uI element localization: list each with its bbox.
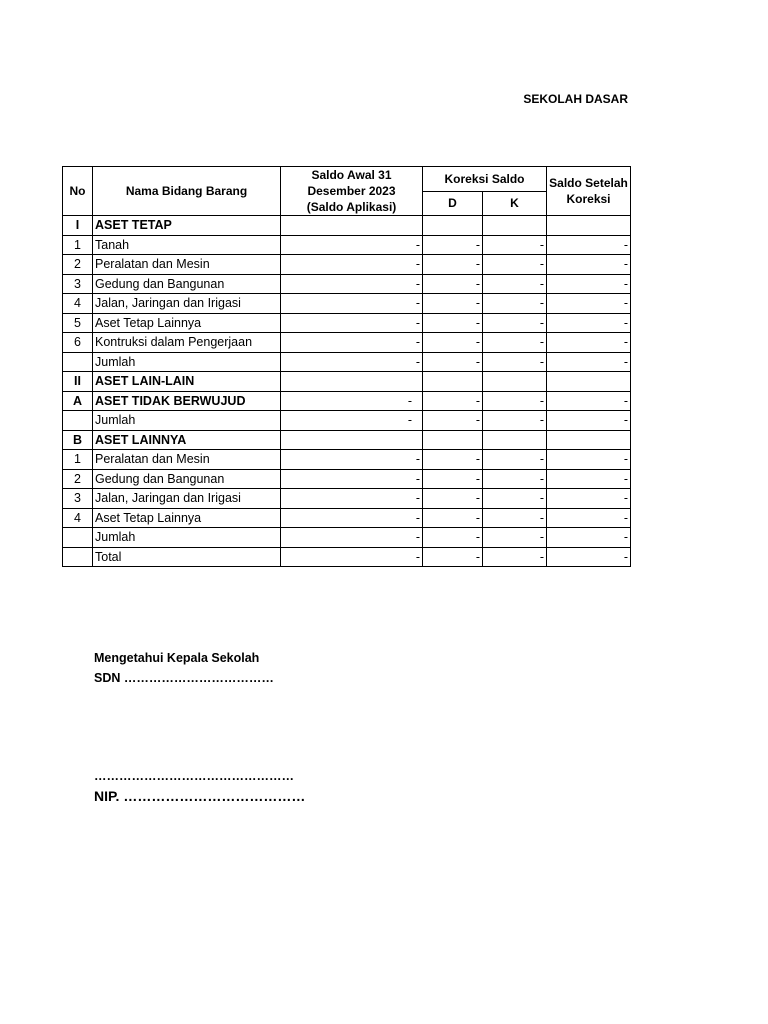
signature-name-line: ………………………………………… — [94, 769, 294, 783]
koreksi-d-value: - — [423, 235, 483, 255]
koreksi-d-value: - — [423, 411, 483, 431]
saldo-awal-value: - — [281, 469, 423, 489]
koreksi-k-value: - — [483, 274, 547, 294]
koreksi-d-value: - — [423, 313, 483, 333]
koreksi-k-value — [483, 372, 547, 392]
table-row — [63, 528, 631, 548]
row-name: Gedung dan Bangunan — [93, 469, 281, 489]
asset-balance-table — [62, 166, 631, 567]
saldo-setelah-value: - — [547, 411, 631, 431]
row-name: ASET LAINNYA — [93, 430, 281, 450]
header-name: Nama Bidang Barang — [93, 167, 281, 216]
saldo-setelah-value: - — [547, 469, 631, 489]
signature-nip: NIP. ………………………………… — [94, 788, 306, 804]
saldo-awal-value: - — [281, 489, 423, 509]
row-name: Total — [93, 547, 281, 567]
row-name: Aset Tetap Lainnya — [93, 508, 281, 528]
signature-title: Mengetahui Kepala Sekolah — [94, 651, 260, 665]
saldo-setelah-value: - — [547, 391, 631, 411]
row-name: Gedung dan Bangunan — [93, 274, 281, 294]
saldo-setelah-value: - — [547, 489, 631, 509]
table-row — [63, 333, 631, 353]
saldo-setelah-value — [547, 430, 631, 450]
koreksi-d-value: - — [423, 274, 483, 294]
koreksi-d-value: - — [423, 547, 483, 567]
row-name: Jalan, Jaringan dan Irigasi — [93, 294, 281, 314]
table-row — [63, 294, 631, 314]
row-number: 1 — [63, 235, 93, 255]
saldo-setelah-value — [547, 372, 631, 392]
saldo-setelah-value: - — [547, 294, 631, 314]
row-number: I — [63, 216, 93, 236]
koreksi-d-value: - — [423, 391, 483, 411]
row-name: Jumlah — [93, 352, 281, 372]
table-row — [63, 430, 631, 450]
row-name: Kontruksi dalam Pengerjaan — [93, 333, 281, 353]
row-name: Peralatan dan Mesin — [93, 255, 281, 275]
saldo-setelah-value: - — [547, 313, 631, 333]
row-number: 4 — [63, 294, 93, 314]
saldo-awal-value: - — [281, 528, 423, 548]
saldo-awal-value: - — [281, 391, 423, 411]
row-number: B — [63, 430, 93, 450]
row-name: Peralatan dan Mesin — [93, 450, 281, 470]
koreksi-d-value: - — [423, 352, 483, 372]
koreksi-k-value: - — [483, 411, 547, 431]
header-saldo-awal-line2: Desember 2023 — [307, 184, 396, 198]
table-row — [63, 391, 631, 411]
koreksi-k-value: - — [483, 547, 547, 567]
saldo-awal-value: - — [281, 235, 423, 255]
saldo-awal-value: - — [281, 411, 423, 431]
saldo-awal-value: - — [281, 450, 423, 470]
saldo-setelah-value: - — [547, 352, 631, 372]
saldo-setelah-value: - — [547, 333, 631, 353]
koreksi-k-value: - — [483, 352, 547, 372]
koreksi-d-value: - — [423, 528, 483, 548]
koreksi-k-value: - — [483, 469, 547, 489]
saldo-setelah-value: - — [547, 508, 631, 528]
koreksi-k-value: - — [483, 333, 547, 353]
row-number: 3 — [63, 274, 93, 294]
koreksi-d-value: - — [423, 255, 483, 275]
koreksi-d-value: - — [423, 294, 483, 314]
table-row — [63, 469, 631, 489]
row-number: 4 — [63, 508, 93, 528]
saldo-setelah-value: - — [547, 547, 631, 567]
header-saldo-awal-line3: (Saldo Aplikasi) — [306, 200, 397, 214]
koreksi-k-value: - — [483, 294, 547, 314]
koreksi-d-value: - — [423, 450, 483, 470]
saldo-awal-value: - — [281, 508, 423, 528]
row-number: A — [63, 391, 93, 411]
row-number: 3 — [63, 489, 93, 509]
header-koreksi: Koreksi Saldo — [423, 167, 547, 192]
saldo-setelah-value: - — [547, 274, 631, 294]
table-row — [63, 450, 631, 470]
header-saldo-setelah: Saldo Setelah Koreksi — [547, 167, 631, 216]
koreksi-d-value: - — [423, 508, 483, 528]
table-row — [63, 508, 631, 528]
koreksi-k-value: - — [483, 508, 547, 528]
row-name: Jalan, Jaringan dan Irigasi — [93, 489, 281, 509]
row-name: ASET LAIN-LAIN — [93, 372, 281, 392]
table-row — [63, 274, 631, 294]
koreksi-k-value — [483, 216, 547, 236]
koreksi-k-value: - — [483, 528, 547, 548]
koreksi-d-value — [423, 372, 483, 392]
table-row — [63, 411, 631, 431]
table-row — [63, 547, 631, 567]
row-number — [63, 411, 93, 431]
table-row — [63, 372, 631, 392]
saldo-awal-value: - — [281, 294, 423, 314]
saldo-setelah-value — [547, 216, 631, 236]
row-number — [63, 352, 93, 372]
saldo-awal-value — [281, 430, 423, 450]
koreksi-k-value: - — [483, 489, 547, 509]
saldo-awal-value: - — [281, 352, 423, 372]
header-saldo-awal-line1: Saldo Awal 31 — [311, 168, 392, 182]
header-no: No — [63, 167, 93, 216]
table-row — [63, 235, 631, 255]
table-row — [63, 352, 631, 372]
row-number — [63, 547, 93, 567]
row-name: Jumlah — [93, 528, 281, 548]
row-name: ASET TETAP — [93, 216, 281, 236]
saldo-awal-value: - — [281, 274, 423, 294]
koreksi-k-value: - — [483, 255, 547, 275]
row-number: 1 — [63, 450, 93, 470]
saldo-awal-value — [281, 216, 423, 236]
row-number — [63, 528, 93, 548]
row-name: Aset Tetap Lainnya — [93, 313, 281, 333]
saldo-awal-value: - — [281, 333, 423, 353]
row-name: Tanah — [93, 235, 281, 255]
koreksi-k-value: - — [483, 313, 547, 333]
saldo-setelah-value: - — [547, 255, 631, 275]
header-k: K — [483, 191, 547, 216]
table-row — [63, 255, 631, 275]
koreksi-d-value: - — [423, 489, 483, 509]
saldo-awal-value: - — [281, 255, 423, 275]
saldo-setelah-value: - — [547, 528, 631, 548]
saldo-awal-value — [281, 372, 423, 392]
row-number: II — [63, 372, 93, 392]
saldo-setelah-value: - — [547, 235, 631, 255]
koreksi-k-value: - — [483, 450, 547, 470]
koreksi-d-value — [423, 430, 483, 450]
koreksi-k-value: - — [483, 235, 547, 255]
row-number: 2 — [63, 469, 93, 489]
saldo-setelah-value: - — [547, 450, 631, 470]
signature-school: SDN ……………………………… — [94, 671, 274, 685]
table-row — [63, 313, 631, 333]
row-name: ASET TIDAK BERWUJUD — [93, 391, 281, 411]
header-d: D — [423, 191, 483, 216]
saldo-awal-value: - — [281, 547, 423, 567]
table-row — [63, 489, 631, 509]
row-number: 2 — [63, 255, 93, 275]
koreksi-k-value: - — [483, 391, 547, 411]
koreksi-d-value: - — [423, 333, 483, 353]
koreksi-d-value — [423, 216, 483, 236]
koreksi-d-value: - — [423, 469, 483, 489]
koreksi-k-value — [483, 430, 547, 450]
row-number: 6 — [63, 333, 93, 353]
saldo-awal-value: - — [281, 313, 423, 333]
row-name: Jumlah — [93, 411, 281, 431]
header-saldo-awal — [281, 167, 423, 216]
row-number: 5 — [63, 313, 93, 333]
table-row — [63, 216, 631, 236]
school-label: SEKOLAH DASAR — [523, 92, 628, 106]
